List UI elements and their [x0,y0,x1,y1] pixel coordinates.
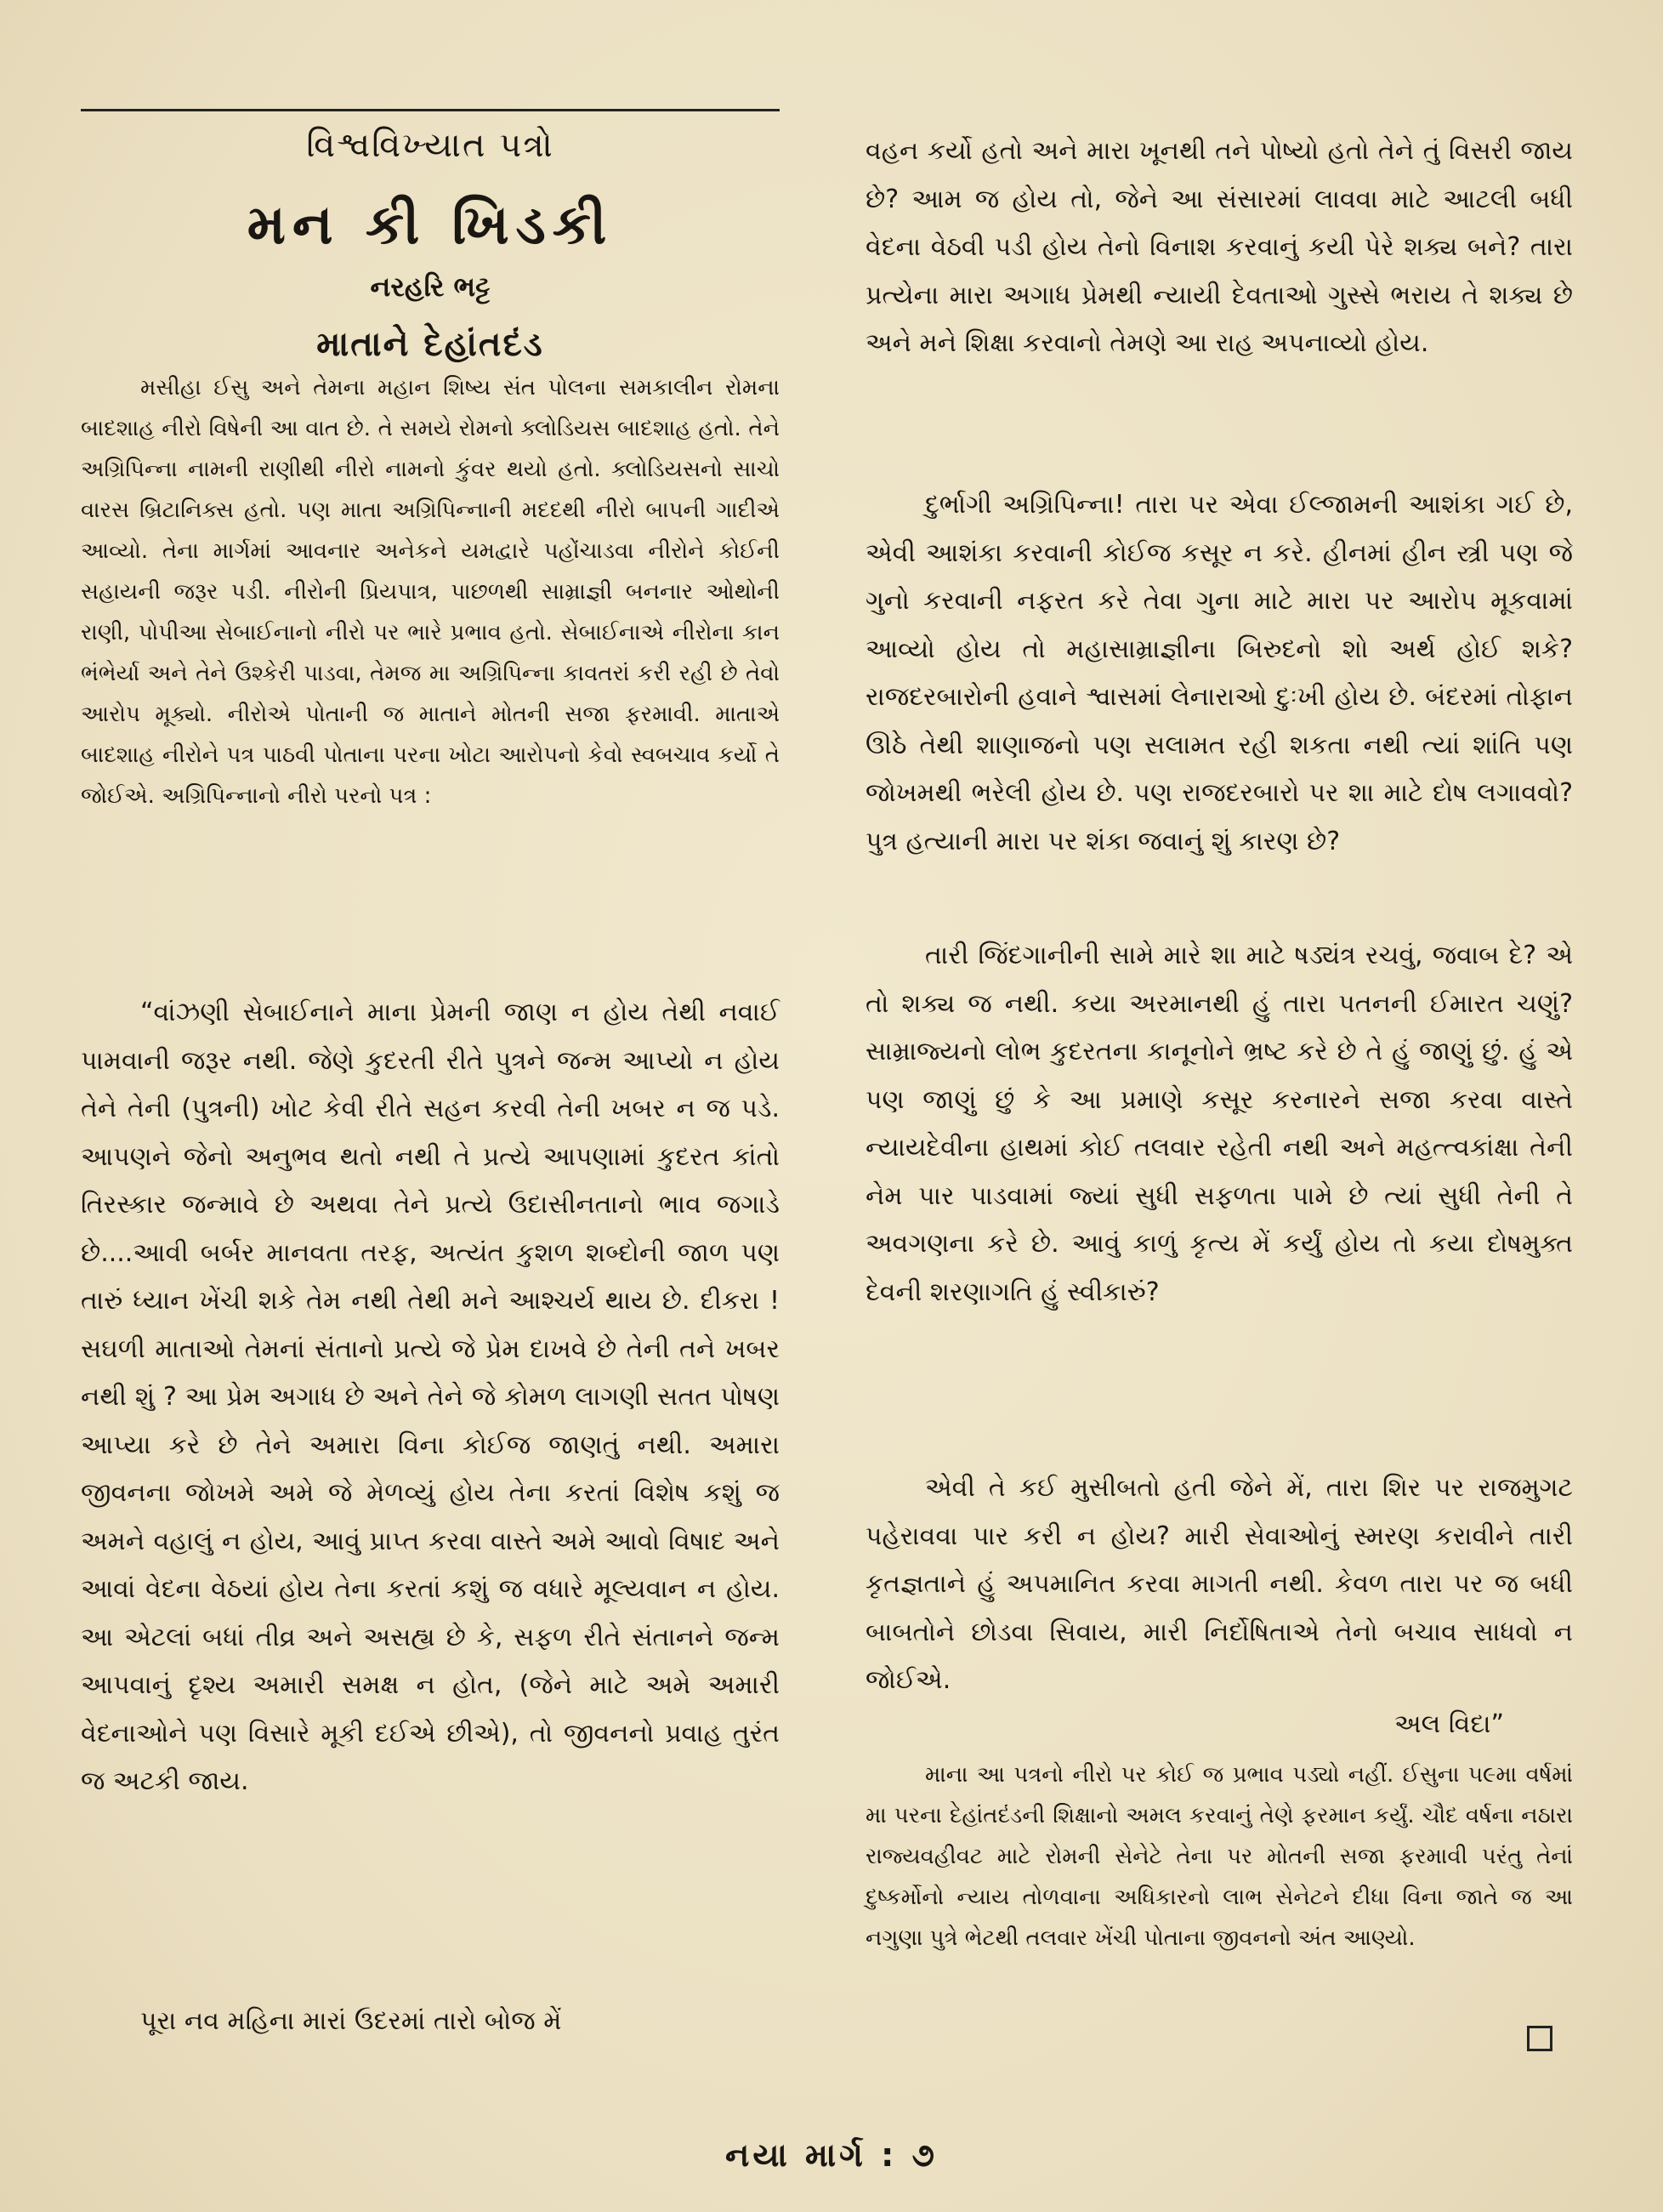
letter-paragraph-1: વહન કર્યો હતો અને મારા ખૂનથી તને પોષ્યો હતો તેને તું વિસરી જાય છે? આમ જ હોય તો, જેને આ સંસારમાં લાવવા માટે આટલી બધી વેદના વેઠવી પડી હોય તેનો વિનાશ કરવાનું કયી પેરે શક્ય બને? તારા પ્રત્યેના મારા અગાધ પ્રેમથી ન્યાયી દેવતાઓ ગુસ્સે ભરાય તે શક્ય છે અને મને શિક્ષા કરવાનો તેમણે આ રાહ અપનાવ્યો હોય. [866,136,1573,358]
letter-signoff: અલ વિદા” [1394,1709,1504,1739]
series-title: વિશ્વવિખ્યાત પત્રો [306,126,554,165]
letter-paragraph-left-last: પૂરા નવ મહિના મારાં ઉદરમાં તારો બોજ મેં [140,2006,562,2036]
letter-paragraph-3: તારી જિંદગાનીની સામે મારે શા માટે ષડ્યંત્ર રચવું, જવાબ દે? એ તો શક્ય જ નથી. કયા અરમાનથી હું તારા પતનની ઈમારત ચણું? સામ્રાજ્યનો લોભ કુદરતના કાનૂનોને ભ્રષ્ટ કરે છે તે હું જાણું છું. હું એ પણ જાણું છું કે આ પ્રમાણે કસૂર કરનારને સજા કરવા વાસ્તે ન્યાયદેવીના હાથમાં કોઈ તલવાર રહેતી નથી અને મહત્ત્વકાંક્ષા તેની નેમ પાર પાડવામાં જ્યાં સુધી સફળતા પામે છે ત્યાં સુધી તેની તે અવગણના કરે છે. આવું કાળું કૃત્ય મેં કર્યું હોય તો કયા દોષમુક્ત દેવની શરણાગતિ હું સ્વીકારું? [866,941,1573,1307]
article-title: મન કી ખિડકી [247,194,614,257]
section-heading: માતાને દેહાંતદંડ [316,325,544,364]
intro-paragraph: મસીહા ઈસુ અને તેમના મહાન શિષ્ય સંત પોલના સમકાલીન રોમના બાદશાહ નીરો વિષેની આ વાત છે. તે સમયે રોમનો ક્લોડિયસ બાદશાહ હતો. તેને અગ્રિપિન્ના નામની રાણીથી નીરો નામનો કુંવર થયો હતો. ક્લોડિયસનો સાચો વારસ બ્રિટાનિક્સ હતો. પણ માતા અગ્રિપિન્નાની મદદથી નીરો બાપની ગાદીએ આવ્યો. તેના માર્ગમાં આવનાર અનેકને યમદ્વારે પહોંચાડવા નીરોને કોઈની સહાયની જરૂર પડી. નીરોની પ્રિયપાત્ર, પાછળથી સામ્રાજ્ઞી બનનાર ઓથોની રાણી, પોપીઆ સેબાઈનાનો નીરો પર ભારે પ્રભાવ હતો. સેબાઈનાએ નીરોના કાન ભંભેર્યા અને તેને ઉશ્કેરી પાડવા, તેમજ મા અગ્રિપિન્ના કાવતરાં કરી રહી છે તેવો આરોપ મૂક્યો. નીરોએ પોતાની જ માતાને મોતની સજા ફરમાવી. માતાએ બાદશાહ નીરોને પત્ર પાઠવી પોતાના પરના ખોટા આરોપનો કેવો સ્વબચાવ કર્યો તે જોઈએ. અગ્રિપિન્નાનો નીરો પરનો પત્ર : [81,375,780,809]
letter-paragraph-left: “વાંઝણી સેબાઈનાને માના પ્રેમની જાણ ન હોય તેથી નવાઈ પામવાની જરૂર નથી. જેણે કુદરતી રીતે પુત્રને જન્મ આપ્યો ન હોય તેને તેની (પુત્રની) ખોટ કેવી રીતે સહન કરવી તેની ખબર ન જ પડે. આપણને જેનો અનુભવ થતો નથી તે પ્રત્યે આપણામાં કુદરત કાંતો તિરસ્કાર જન્માવે છે અથવા તેને પ્રત્યે ઉદાસીનતાનો ભાવ જગાડે છે....આવી બર્બર માનવતા તરફ, અત્યંત કુશળ શબ્દોની જાળ પણ તારું ધ્યાન ખેંચી શકે તેમ નથી તેથી મને આશ્ચર્ય થાય છે. દીકરા ! સઘળી માતાઓ તેમનાં સંતાનો પ્રત્યે જે પ્રેમ દાખવે છે તેની તને ખબર નથી શું ? આ પ્રેમ અગાધ છે અને તેને જે કોમળ લાગણી સતત પોષણ આપ્યા કરે છે તેને અમારા વિના કોઈજ જાણતું નથી. અમારા જીવનના જોખમે અમે જે મેળવ્યું હોય તેના કરતાં વિશેષ કશું જ અમને વહાલું ન હોય, આવું પ્રાપ્ત કરવા વાસ્તે અમે આવો વિષાદ અને આવાં વેદના વેઠયાં હોય તેના કરતાં કશું જ વધારે મૂલ્યવાન ન હોય. આ એટલાં બધાં તીવ્ર અને અસહ્ય છે કે, સફળ રીતે સંતાનને જન્મ આપવાનું દૃશ્ય અમારી સમક્ષ ન હોત, (જેને માટે અમે અમારી વેદનાઓને પણ વિસારે મૂકી દઈએ છીએ), તો જીવનનો પ્રવાહ તુરંત જ અટકી જાય. [81,998,780,1796]
letter-paragraph-4: એવી તે કઈ મુસીબતો હતી જેને મેં, તારા શિર પર રાજમુગટ પહેરાવવા પાર કરી ન હોય? મારી સેવાઓનું સ્મરણ કરાવીને તારી કૃતજ્ઞતાને હું અપમાનિત કરવા માગતી નથી. કેવળ તારા પર જ બધી બાબતોને છોડવા સિવાય, મારી નિર્દોષિતાએ તેનો બચાવ સાધવો ન જોઈએ. [866,1473,1573,1695]
header-rule [81,109,780,111]
author-byline: નરહરિ ભટ્ટ [370,270,491,303]
page-folio: નયા માર્ગ : ૭ [725,2136,938,2174]
epilogue-paragraph: માના આ પત્રનો નીરો પર કોઈ જ પ્રભાવ પડ્યો નહીં. ઈસુના ૫૯મા વર્ષમાં મા પરના દેહાંતદંડની શિક્ષાનો અમલ કરવાનું તેણે ફરમાન કર્યું. ચૌદ વર્ષના નઠારા રાજ્યવહીવટ માટે રોમની સેનેટે તેના પર મોતની સજા ફરમાવી પરંતુ તેનાં દુષ્કર્મોનો ન્યાય તોળવાના અધિકારનો લાભ સેનેટને દીધા વિના જાતે જ આ નગુણા પુત્રે ભેટથી તલવાર ખેંચી પોતાના જીવનનો અંત આણ્યો. [866,1762,1573,1951]
end-mark-icon [1527,2026,1552,2051]
letter-paragraph-2: દુર્ભાગી અગ્રિપિન્ના! તારા પર એવા ઈલ્જામની આશંકા ગઈ છે, એવી આશંકા કરવાની કોઈજ કસૂર ન કરે. હીનમાં હીન સ્ત્રી પણ જે ગુનો કરવાની નફરત કરે તેવા ગુના માટે મારા પર આરોપ મૂકવામાં આવ્યો હોય તો મહાસામ્રાજ્ઞીના બિરુદનો શો અર્થ હોઈ શકે? રાજદરબારોની હવાને શ્વાસમાં લેનારાઓ દુઃખી હોય છે. બંદરમાં તોફાન ઊઠે તેથી શાણાજનો પણ સલામત રહી શકતા નથી ત્યાં શાંતિ પણ જોખમથી ભરેલી હોય છે. પણ રાજદરબારો પર શા માટે દોષ લગાવવો? પુત્ર હત્યાની મારા પર શંકા જવાનું શું કારણ છે? [866,490,1573,856]
